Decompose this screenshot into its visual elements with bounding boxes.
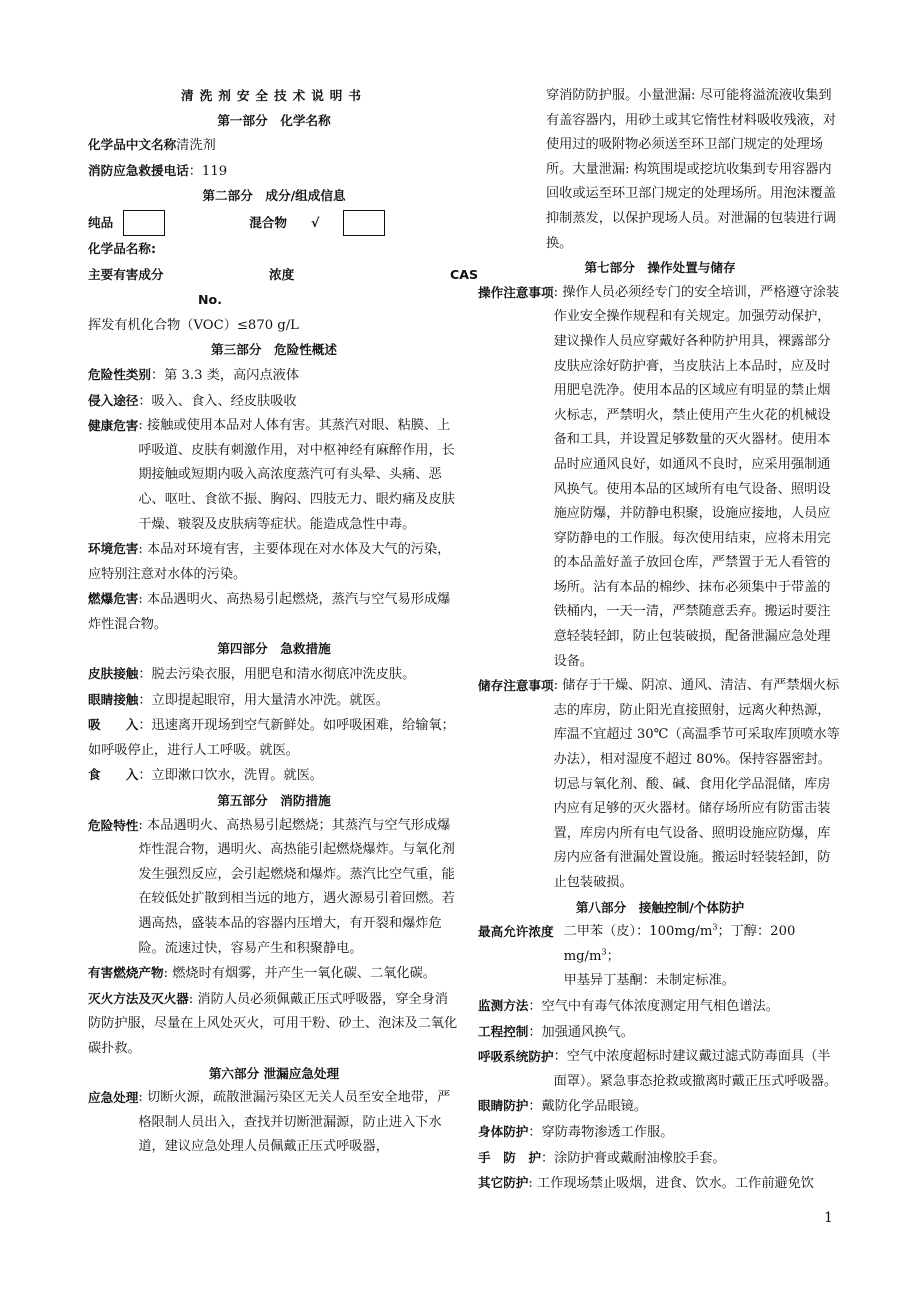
fire-method-label: 灭火方法及灭火器 (88, 990, 189, 1006)
section-8-title: 第八部分 接触控制/个体防护 (575, 899, 745, 915)
skin-contact-row (88, 662, 460, 688)
col-cas: CAS (450, 266, 479, 282)
monitor-label: 监测方法 (478, 997, 529, 1013)
eye-protection-row (478, 1094, 842, 1120)
col-no-row (88, 288, 460, 314)
operation-value: : 操作人员必须经专门的安全培训，严格遵守涂装作业安全操作规程和有关规定。加强劳动保护，建议操作人员应穿戴好各种防护用具，裸露部分皮肤应涂好防护膏，当皮肤沾上本品时，应及时用肥皂洗净。使用本品的区域应有明显的禁止烟火标志，严禁明火，禁止使用产生火花的机械设备和工具，并设置足够数量的灭火器材。使用本品时应通风良好，如通风不良时，应采用强制通风换气。使用本品的区域所有电气设备、照明设施应防爆，并防静电积聚，设施应接地，人员应穿防静电的工作服。每次使用结束，应将未用完的本品盖好盖子放回仓库，严禁置于无人看管的场所。沾有本品的棉纱、抹布必须集中于带盖的铁桶内，一天一清，严禁随意丢弃。搬运时要注意轻装轻卸，防止包装破损，配备泄漏应急处理设备。 (553, 284, 840, 669)
col-concentration: 浓度 (269, 266, 295, 282)
combustion-products-row (88, 961, 460, 987)
emergency-entry (88, 1086, 460, 1160)
env-hazard-entry (88, 537, 460, 587)
health-hazard-label: 健康危害 (88, 418, 139, 434)
inhalation-value: ：迅速离开现场到空气新鲜处。如呼吸困难，给输氧；如呼吸停止，进行人工呼吸。就医。 (88, 718, 455, 758)
env-hazard-value: : 本品对环境有害，主要体现在对水体及大气的污染，应特别注意对水体的污染。 (88, 542, 451, 582)
hand-protection-label: 手 防 护 (478, 1149, 541, 1165)
fire-tel-row (88, 159, 460, 185)
pure-label: 纯品 (88, 214, 114, 230)
col-no: No. (198, 292, 222, 308)
section-2-title: 第二部分 成分/组成信息 (202, 188, 346, 204)
mixture-checkbox (343, 210, 385, 236)
operation-label: 操作注意事项 (478, 284, 554, 300)
burn-hazard-label: 燃爆危害 (88, 591, 139, 607)
health-hazard-value: : 接触或使用本品对人体有害。其蒸汽对眼、粘膜、上呼吸道、皮肤有刺激作用，对中枢神经有麻醉作用，长期接触或短期内吸入高浓度蒸汽可有头晕、头痛、恶心、呕吐、食欲不振、胸闷、四肢无力、眼灼痛及皮肤干燥、皲裂及皮肤病等症状。能造成急性中毒。 (138, 418, 455, 532)
engineering-label: 工程控制 (478, 1023, 529, 1039)
section-1-title: 第一部分 化学名称 (217, 112, 331, 128)
fire-method-entry (88, 987, 460, 1062)
mac-sep: ； (606, 948, 620, 964)
burn-hazard-entry (88, 587, 460, 637)
right-column (478, 84, 842, 1197)
respiratory-value: ：空气中浓度超标时建议戴过滤式防毒面具（半面罩）。紧急事态抢救或撤离时戴正压式呼吸器。 (553, 1049, 838, 1089)
health-hazard-entry (88, 414, 460, 537)
skin-contact-value: ：脱去污染衣服，用肥皂和清水彻底冲洗皮肤。 (138, 667, 416, 683)
skin-contact-label: 皮肤接触 (88, 666, 139, 682)
eye-protection-label: 眼睛防护 (478, 1098, 529, 1114)
monitor-row (478, 994, 842, 1020)
document-title: 清洗剂安全技术说明书 (181, 88, 367, 103)
operation-entry (478, 281, 842, 675)
max-concentration-entry (478, 920, 842, 994)
left-column (88, 84, 479, 1160)
engineering-value: ：加强通风换气。 (528, 1024, 634, 1040)
respiratory-label: 呼吸系统防护 (478, 1049, 554, 1065)
section-6-title: 第六部分 泄漏应急处理 (208, 1065, 340, 1081)
mac-butanol: ；丁醇：200 mg/m (563, 924, 796, 964)
other-protection-value: : 工作现场禁止吸烟，进食、饮水。工作前避免饮 (528, 1176, 814, 1192)
pure-checkbox (123, 210, 165, 236)
chem-name-row (88, 133, 460, 159)
danger-value: : 本品遇明火、高热易引起燃烧；其蒸汽与空气形成爆炸性混合物，遇明火、高热能引起燃烧爆炸。与氧化剂发生强烈反应，会引起燃烧和爆炸。蒸汽比空气重，能在较低处扩散到相当远的地方，遇火源易引着回燃。若遇高热，盛装本品的容器内压增大，有开裂和爆炸危险。流速过快，容易产生和积聚静电。 (138, 817, 455, 956)
eye-contact-value: ：立即提起眼帘，用大量清水冲洗。就医。 (138, 692, 389, 708)
section-7-title: 第七部分 操作处置与储存 (584, 260, 736, 276)
voc-line: 挥发有机化合物（VOC）≤870 g/L (88, 317, 299, 333)
eye-contact-label: 眼睛接触 (88, 691, 139, 707)
combustion-products-value: : 燃烧时有烟雾，并产生一氧化碳、二氧化碳。 (163, 966, 436, 982)
max-concentration-label: 最高允许浓度 (478, 924, 554, 940)
eye-contact-row (88, 688, 460, 714)
danger-entry (88, 814, 460, 962)
fire-tel-label: 消防应急救援电话 (88, 162, 189, 178)
mac-mibk: 甲基异丁基酮：未制定标准。 (563, 973, 735, 989)
hazard-category-label: 危险性类别 (88, 366, 151, 382)
body-protection-value: ：穿防毒物渗透工作服。 (528, 1124, 674, 1140)
mixture-checkmark: √ (310, 214, 320, 230)
storage-label: 储存注意事项 (478, 678, 554, 694)
body-protection-label: 身体防护 (478, 1123, 529, 1139)
chem-label: 化学品名称: (88, 240, 157, 256)
storage-value: : 储存于干燥、阴凉、通风、清洁、有严禁烟火标志的库房，防止阳光直接照射，远离火种热源，库温不宜超过 30℃（高温季节可采取库顶喷水等办法），相对湿度不超过 80%。保持容器密封。切忌与氧化剂、酸、碱、食用化学品混储，库房内应有足够的灭火器材。储存场所应有防雷击装置，库房内所有电气设备、照明设施应防爆，库房内应备有泄漏处置设施。搬运时轻装轻卸，防止包装破损。 (553, 678, 840, 890)
other-protection-row (478, 1171, 842, 1197)
ingredient-header-row (88, 263, 479, 289)
ingestion-value: ：立即漱口饮水，洗胃。就医。 (138, 768, 323, 784)
chem-name-label: 化学品中文名称 (88, 137, 177, 153)
exposure-row (88, 389, 460, 415)
burn-hazard-value: : 本品遇明火、高热易引起燃烧，蒸汽与空气易形成爆炸性混合物。 (88, 592, 451, 632)
monitor-value: ：空气中有毒气体浓度测定用气相色谱法。 (528, 998, 779, 1014)
page-number: 1 (824, 1210, 833, 1226)
hazard-category-value: ：第 3.3 类，高闪点液体 (150, 367, 300, 383)
exposure-value: ：吸入、食入、经皮肤吸收 (138, 393, 297, 409)
body-protection-row (478, 1120, 842, 1146)
ingestion-row (88, 763, 460, 789)
other-protection-label: 其它防护 (478, 1175, 529, 1191)
mac-xylene: 二甲苯（皮）：100mg/m (563, 924, 713, 940)
emergency-value: : 切断火源，疏散泄漏污染区无关人员至安全地带，严格限制人员出入，查找并切断泄漏源，防止进入下水道，建议应急处理人员佩戴正压式呼吸器， (138, 1090, 451, 1155)
danger-label: 危险特性 (88, 817, 139, 833)
chem-name-value: 清洗剂 (176, 138, 216, 154)
max-concentration-value (564, 920, 842, 994)
fire-tel-value: ：119 (188, 163, 228, 179)
respiratory-entry (478, 1045, 842, 1094)
chem-label-row (88, 237, 460, 263)
ingestion-label: 食 入 (88, 767, 139, 783)
hazard-category-row (88, 363, 460, 389)
emergency-label: 应急处理 (88, 1090, 139, 1106)
inhalation-label: 吸 入 (88, 717, 139, 733)
hand-protection-row (478, 1146, 842, 1172)
fire-method-value: : 消防人员必须佩戴正压式呼吸器，穿全身消防防护服，尽量在上风处灭火，可用干粉、砂土、泡沫及二氧化碳扑救。 (88, 991, 458, 1056)
storage-entry (478, 674, 842, 895)
section-3-title: 第三部分 危险性概述 (211, 342, 337, 358)
eye-protection-value: ：戴防化学品眼镜。 (528, 1099, 648, 1115)
exposure-label: 侵入途径 (88, 392, 139, 408)
section-4-title: 第四部分 急救措施 (217, 641, 331, 657)
mac-unit-sup-2: 3 (601, 947, 607, 957)
combustion-products-label: 有害燃烧产物 (88, 965, 164, 981)
mac-unit-sup-1: 3 (712, 922, 718, 932)
env-hazard-label: 环境危害 (88, 541, 139, 557)
engineering-row (478, 1020, 842, 1046)
inhalation-entry (88, 713, 460, 763)
purity-row (88, 209, 460, 237)
hand-protection-value: ：涂防护膏或戴耐油橡胶手套。 (540, 1150, 726, 1166)
spill-continuation: 穿消防防护服。小量泄漏: 尽可能将溢流液收集到有盖容器内，用砂土或其它惰性材料吸收残液，对使用过的吸附物必须送至环卫部门规定的处理场所。大量泄漏: 构筑围堤或挖坑收集到专用容器内回收或运至环卫部门规定的处理场所。用泡沫覆盖抑制蒸发，以保护现场人员。对泄漏的包装进行调换。 (546, 88, 837, 251)
section-5-title: 第五部分 消防措施 (217, 793, 331, 809)
col-ingredient: 主要有害成分 (88, 266, 164, 282)
mixture-label: 混合物 (249, 214, 287, 230)
